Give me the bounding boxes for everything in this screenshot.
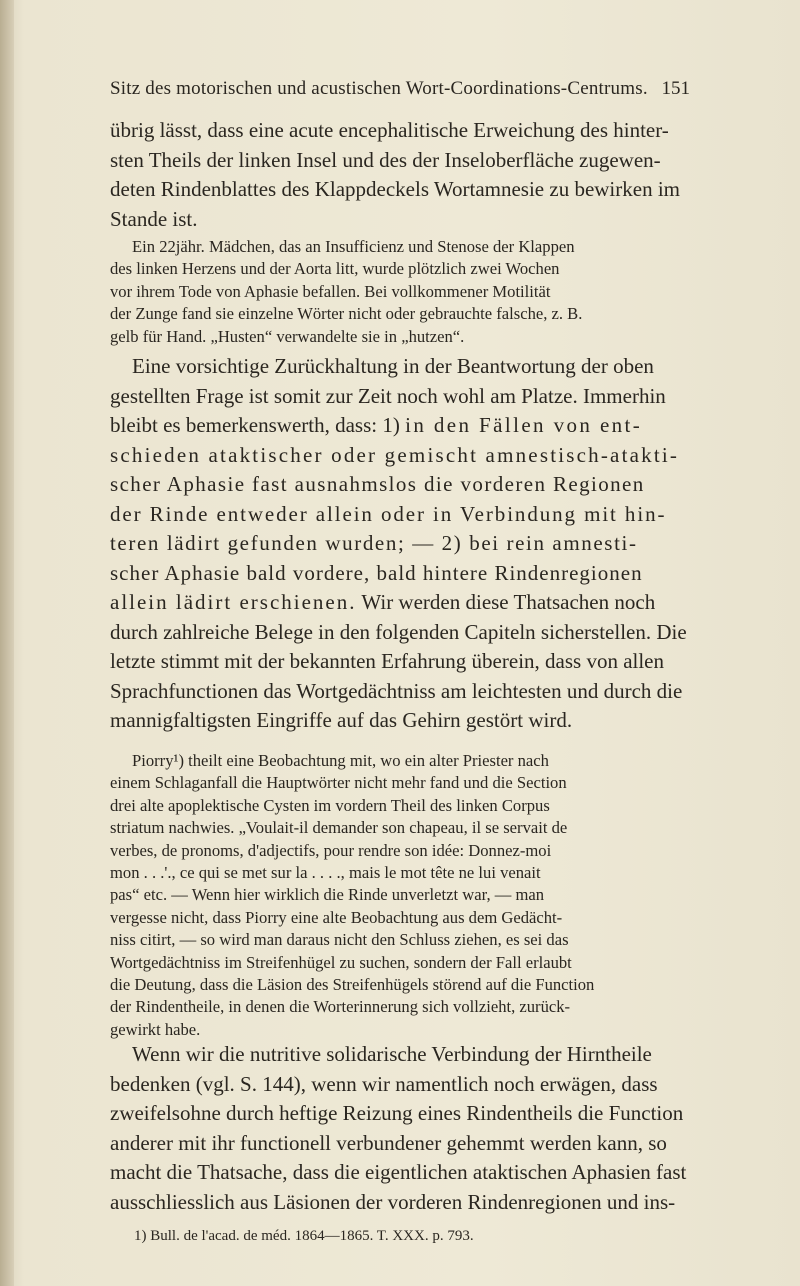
emphasized-text: scher Aphasie bald vordere, bald hintere Rindenregionen (110, 560, 643, 585)
running-title: Sitz des motorischen und acustischen Wort-Coordinations-Centrums. (110, 78, 648, 99)
text-line (110, 411, 690, 441)
paragraph-5 (110, 1040, 690, 1217)
text-line: mannigfaltigsten Eingriffe auf das Gehirn gestört wird. (110, 708, 573, 732)
text-line: Eine vorsichtige Zurückhaltung in der Beantwortung der oben (132, 354, 654, 378)
running-header (110, 78, 690, 106)
paragraph-3 (110, 352, 690, 736)
emphasized-text: schieden ataktischer oder gemischt amnestisch-atakti- (110, 442, 680, 467)
text-line: drei alte apoplektische Cysten im vordern Theil des linken Corpus (110, 795, 550, 815)
text-line: deten Rindenblattes des Klappdeckels Wortamnesie zu bewirken im (110, 177, 681, 201)
text-line: gewirkt habe. (110, 1019, 201, 1039)
text-line: des linken Herzens und der Aorta litt, wurde plötzlich zwei Wochen (110, 259, 560, 279)
text-line: niss citirt, — so wird man daraus nicht den Schluss ziehen, es sei das (110, 930, 569, 950)
text-line: Sprachfunctionen das Wortgedächtniss am leichtesten und durch die (110, 678, 683, 703)
text-line: striatum nachwies. „Voulait-il demander son chapeau, il se servait de (110, 818, 568, 838)
emphasized-text: in den Fällen von ent- (405, 413, 643, 437)
text-line: der Zunge fand sie einzelne Wörter nicht oder gebrauchte falsche, z. B. (110, 304, 583, 324)
text-line: anderer mit ihr functionell verbundener gehemmt werden kann, so (110, 1130, 667, 1155)
paragraph-1 (110, 116, 690, 234)
emphasized-text: teren lädirt gefunden wurden; — 2) bei rein amnesti- (110, 531, 638, 555)
case-report-1 (110, 236, 690, 348)
emphasized-text: scher Aphasie fast ausnahmslos die vorderen Regionen (110, 472, 645, 496)
text-line: gestellten Frage ist somit zur Zeit noch wohl am Platze. Immerhin (110, 383, 666, 408)
text-line: Stande ist. (110, 206, 198, 231)
text-line: durch zahlreiche Belege in den folgenden Capiteln sicherstellen. Die (110, 619, 687, 644)
page-number: 151 (661, 78, 690, 99)
text-line: macht die Thatsache, dass die eigentlichen ataktischen Aphasien fast (110, 1160, 687, 1184)
text-line: ausschliesslich aus Läsionen der vorderen Rindenregionen und ins- (110, 1189, 676, 1214)
case-report-piorry (110, 750, 690, 1041)
text-line: vergesse nicht, dass Piorry eine alte Beobachtung aus dem Gedächt- (110, 907, 563, 927)
text-line: verbes, de pronoms, d'adjectifs, pour rendre son idée: Donnez-moi (110, 840, 552, 860)
text-line: mon . . .'., ce qui se met sur la . . . ., mais le mot tête ne lui venait (110, 863, 541, 883)
text-line: einem Schlaganfall die Hauptwörter nicht mehr fand und die Section (110, 773, 567, 793)
text-line (110, 588, 690, 618)
text-line: der Rindentheile, in denen die Worterinnerung sich vollzieht, zurück- (110, 997, 571, 1017)
text-run: bleibt es bemerkenswerth, dass: 1) (110, 413, 400, 437)
text-run: Wir werden diese Thatsachen noch (361, 590, 656, 614)
text-line: sten Theils der linken Insel und des der Inseloberfläche zugewen- (110, 147, 661, 172)
text-line: Wortgedächtniss im Streifenhügel zu suchen, sondern der Fall erlaubt (110, 952, 572, 972)
emphasized-text: der Rinde entweder allein oder in Verbindung mit hin- (110, 501, 667, 526)
text-line: Wenn wir die nutritive solidarische Verbindung der Hirntheile (132, 1042, 652, 1066)
text-line: die Deutung, dass die Läsion des Streifenhügels störend auf die Function (110, 975, 595, 995)
text-line: vor ihrem Tode von Aphasie befallen. Bei vollkommener Motilität (110, 281, 551, 301)
text-line: bedenken (vgl. S. 144), wenn wir namentlich noch erwägen, dass (110, 1071, 658, 1096)
text-line: Piorry¹) theilt eine Beobachtung mit, wo ein alter Priester nach (132, 751, 549, 770)
text-line: gelb für Hand. „Husten“ verwandelte sie in „hutzen“. (110, 326, 465, 346)
text-line: übrig lässt, dass eine acute encephalitische Erweichung des hinter- (110, 118, 669, 142)
text-line: Ein 22jähr. Mädchen, das an Insufficienz und Stenose der Klappen (132, 237, 575, 256)
text-line: pas“ etc. — Wenn hier wirklich die Rinde unverletzt war, — man (110, 885, 545, 905)
text-line: letzte stimmt mit der bekannten Erfahrung überein, dass von allen (110, 649, 664, 673)
text-line: zweifelsohne durch heftige Reizung eines Rindentheils die Function (110, 1101, 684, 1125)
emphasized-text: allein lädirt erschienen. (110, 590, 357, 614)
page-edge-shadow (0, 0, 14, 1286)
footnote: 1) Bull. de l'acad. de méd. 1864—1865. T. XXX. p. 793. (134, 1228, 474, 1244)
